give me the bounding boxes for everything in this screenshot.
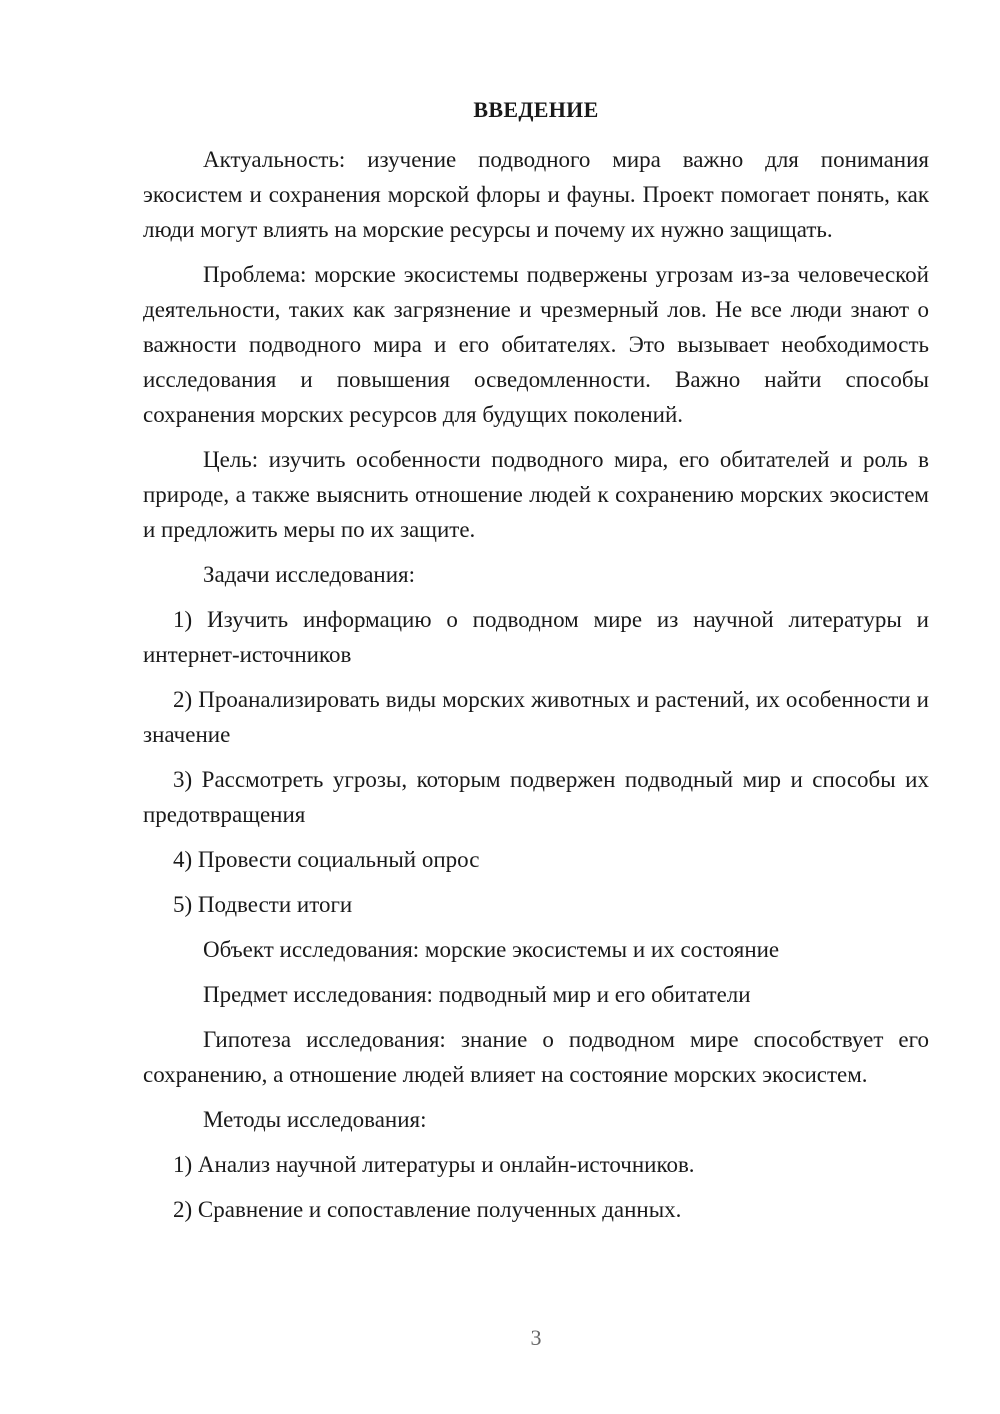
paragraph-problem: Проблема: морские экосистемы подвержены угрозам из-за человеческой деятельности, таких как загрязнение и чрезмерный лов. Не все люди знают о важности подводного мира и его обитателях. Это вызывает необходимость исследования и повышения осведомленности. Важно найти способы сохранения морских ресурсов для будущих поколений. xyxy=(143,262,929,427)
page-title: ВВЕДЕНИЕ xyxy=(473,97,599,122)
methods-heading: Методы исследования: xyxy=(203,1107,427,1132)
method-item: 1) Анализ научной литературы и онлайн-источников. xyxy=(173,1152,695,1177)
task-item: 4) Провести социальный опрос xyxy=(173,847,480,872)
paragraph-goal: Цель: изучить особенности подводного мира, его обитателей и роль в природе, а также выяснить отношение людей к сохранению морских экосистем и предложить меры по их защите. xyxy=(143,447,929,542)
paragraph-relevance: Актуальность: изучение подводного мира важно для понимания экосистем и сохранения морской флоры и фауны. Проект помогает понять, как люди могут влиять на морские ресурсы и почему их нужно защищать. xyxy=(143,147,929,242)
paragraph-object: Объект исследования: морские экосистемы и их состояние xyxy=(203,937,780,962)
tasks-heading: Задачи исследования: xyxy=(203,562,416,587)
document-body xyxy=(143,142,929,1237)
paragraph-hypothesis: Гипотеза исследования: знание о подводном мире способствует его сохранению, а отношение людей влияет на состояние морских экосистем. xyxy=(143,1027,929,1087)
paragraph-subject: Предмет исследования: подводный мир и его обитатели xyxy=(203,982,751,1007)
task-item: 2) Проанализировать виды морских животных и растений, их особенности и значение xyxy=(143,687,929,747)
task-item: 1) Изучить информацию о подводном мире из научной литературы и интернет-источников xyxy=(143,607,929,667)
task-item: 3) Рассмотреть угрозы, которым подвержен подводный мир и способы их предотвращения xyxy=(143,767,929,827)
task-item: 5) Подвести итоги xyxy=(173,892,353,917)
page-number: 3 xyxy=(530,1325,542,1350)
method-item: 2) Сравнение и сопоставление полученных данных. xyxy=(173,1197,682,1222)
